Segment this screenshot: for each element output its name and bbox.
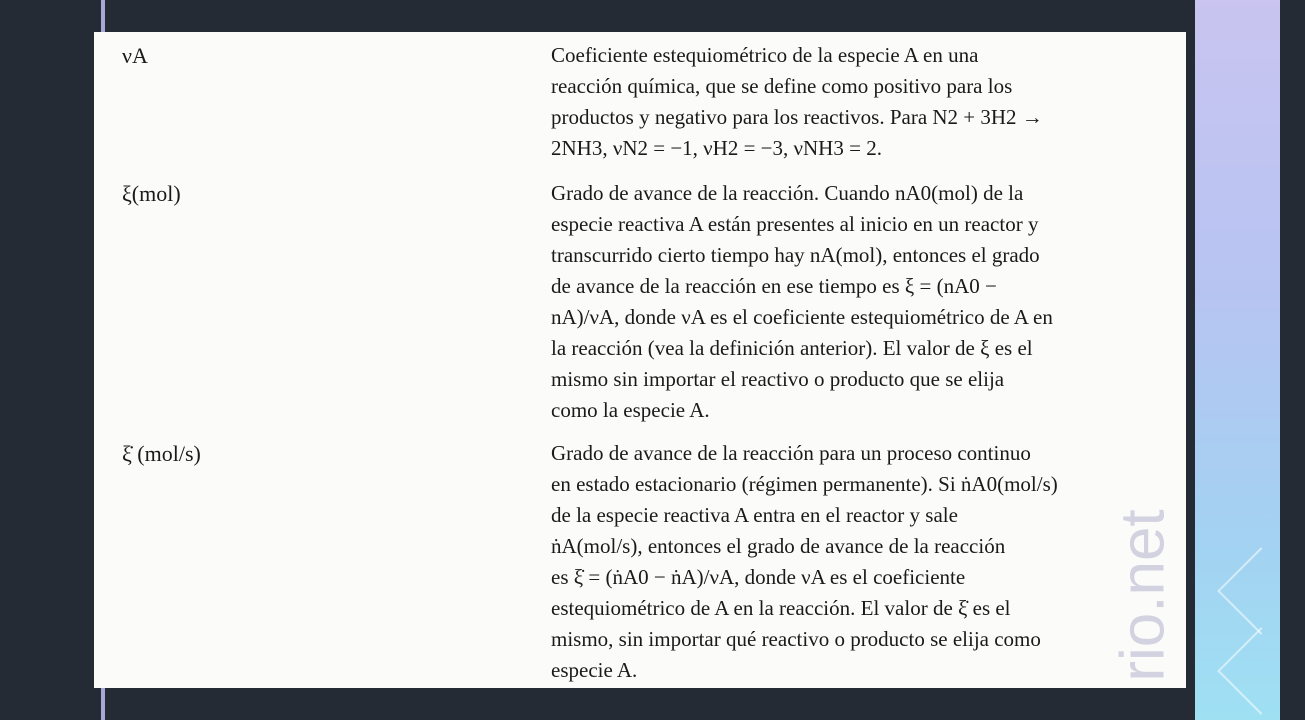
definition-line: especie A.	[551, 658, 638, 682]
watermark	[1108, 480, 1197, 690]
definition-line: como la especie A.	[551, 398, 710, 422]
definition-line: 2NH3, νN2 = −1, νH2 = −3, νNH3 = 2.	[551, 136, 882, 160]
entry-term: ξ̇ (mol/s)	[122, 441, 201, 466]
definition-line: Grado de avance de la reacción para un proceso continuo	[551, 441, 1031, 465]
definition-line: de avance de la reacción en ese tiempo es ξ = (nA0 −	[551, 274, 997, 298]
definition-line: transcurrido cierto tiempo hay nA(mol), entonces el grado	[551, 243, 1040, 267]
definition-line: reacción química, que se define como positivo para los	[551, 74, 1013, 98]
definition-line: la reacción (vea la definición anterior). El valor de ξ es el	[551, 336, 1033, 360]
definition-line: Grado de avance de la reacción. Cuando nA0(mol) de la	[551, 181, 1024, 205]
definition-line: Coeficiente estequiométrico de la especie A en una	[551, 43, 979, 67]
definition-line: mismo sin importar el reactivo o producto que se elija	[551, 367, 1005, 391]
document-page	[94, 32, 1186, 688]
definition-line: especie reactiva A están presentes al inicio en un reactor y	[551, 212, 1039, 236]
definition-line: de la especie reactiva A entra en el reactor y sale	[551, 503, 958, 527]
definition-line: nA)/νA, donde νA es el coeficiente estequiométrico de A en	[551, 305, 1053, 329]
watermark-text: rio.net	[1108, 509, 1178, 682]
entry-definition	[551, 40, 1171, 164]
entry-term: νA	[122, 43, 148, 68]
right-decorative-panel	[1195, 0, 1280, 720]
definition-line: mismo, sin importar qué reactivo o producto se elija como	[551, 627, 1041, 651]
chevron-decoration-icon	[1217, 627, 1305, 715]
entry-definition	[551, 438, 1171, 686]
definition-line: en estado estacionario (régimen permanente). Si ṅA0(mol/s)	[551, 472, 1058, 496]
definition-line: ṅA(mol/s), entonces el grado de avance de la reacción	[551, 534, 1006, 558]
entry-definition	[551, 178, 1171, 426]
definition-line: productos y negativo para los reactivos. Para N2 + 3H2 →	[551, 105, 1043, 129]
entry-term: ξ(mol)	[122, 181, 181, 206]
definition-line: estequiométrico de A en la reacción. El valor de ξ̇ es el	[551, 596, 1011, 620]
chevron-decoration-icon	[1217, 547, 1305, 635]
definition-line: es ξ̇ = (ṅA0 − ṅA)/νA, donde νA es el coeficiente	[551, 565, 966, 589]
